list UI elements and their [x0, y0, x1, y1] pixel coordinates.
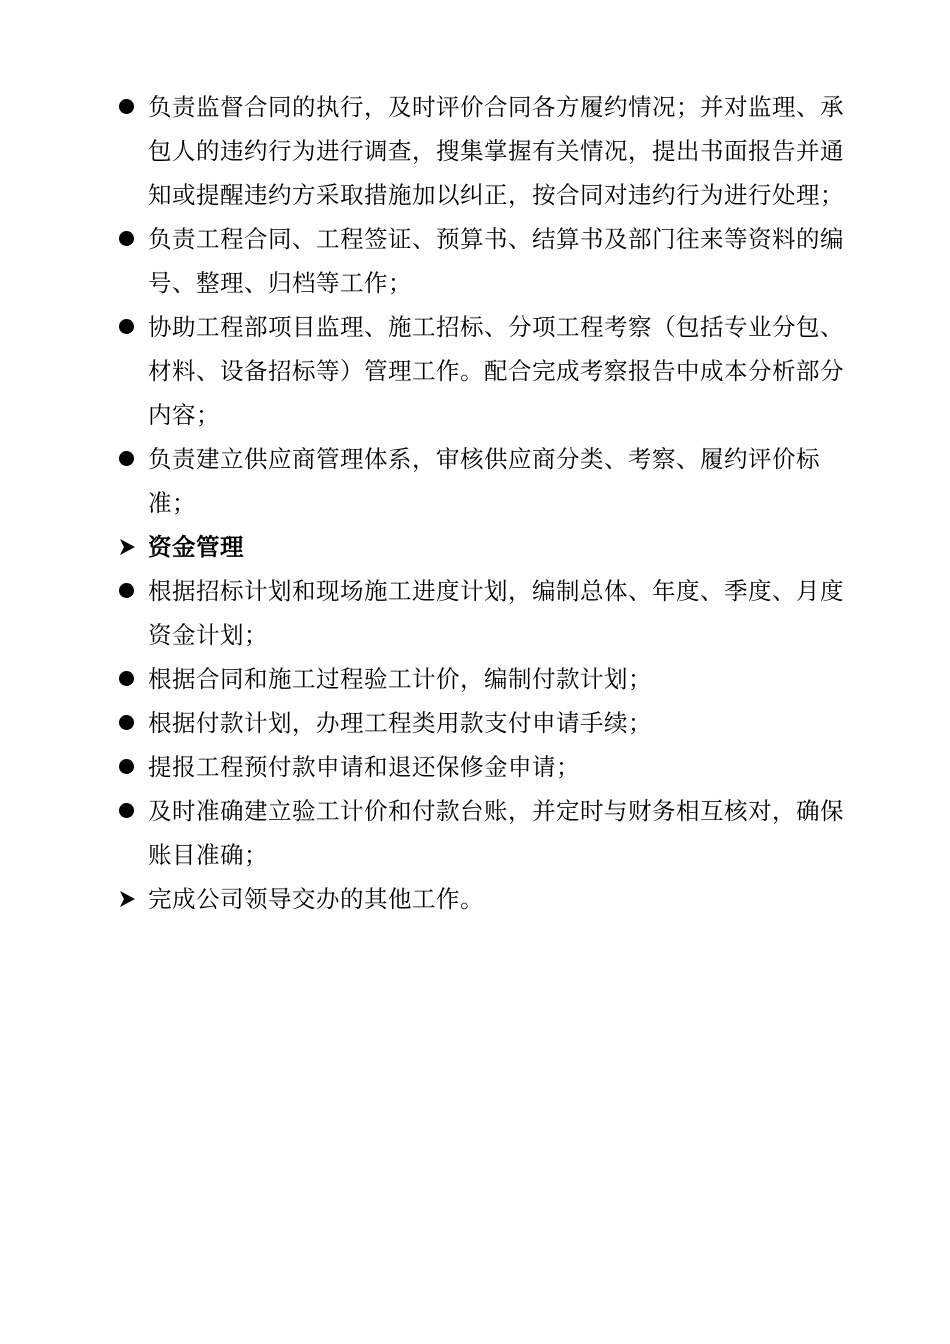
bullet-icon	[112, 745, 148, 789]
list-item	[112, 569, 852, 657]
bullet-icon	[112, 569, 148, 613]
bullet-icon	[112, 657, 148, 701]
list-item	[112, 877, 852, 921]
arrow-bullet-icon	[112, 877, 148, 921]
document-body	[112, 85, 852, 921]
section-heading-text: 资金管理	[148, 533, 244, 561]
list-item-text: 根据合同和施工过程验工计价，编制付款计划；	[148, 665, 652, 693]
list-item-text: 完成公司领导交办的其他工作。	[148, 885, 484, 913]
section-heading	[112, 525, 852, 569]
list-item-text: 根据付款计划，办理工程类用款支付申请手续；	[148, 709, 652, 737]
list-item-text: 负责建立供应商管理体系，审核供应商分类、考察、履约评价标准；	[148, 445, 820, 517]
list-item	[112, 85, 852, 217]
list-item-text: 负责监督合同的执行，及时评价合同各方履约情况；并对监理、承包人的违约行为进行调查，搜集掌握有关情况，提出书面报告并通知或提醒违约方采取措施加以纠正，按合同对违约行为进行处理；	[148, 93, 844, 209]
bullet-icon	[112, 85, 148, 129]
bullet-icon	[112, 437, 148, 481]
list-item	[112, 437, 852, 525]
list-item	[112, 217, 852, 305]
list-item-text: 根据招标计划和现场施工进度计划，编制总体、年度、季度、月度资金计划；	[148, 577, 844, 649]
list-item	[112, 305, 852, 437]
list-item	[112, 745, 852, 789]
bullet-icon	[112, 305, 148, 349]
list-item-text: 协助工程部项目监理、施工招标、分项工程考察（包括专业分包、材料、设备招标等）管理工作。配合完成考察报告中成本分析部分内容；	[148, 313, 844, 429]
bullet-icon	[112, 789, 148, 833]
list-item-text: 负责工程合同、工程签证、预算书、结算书及部门往来等资料的编号、整理、归档等工作；	[148, 225, 844, 297]
bullet-icon	[112, 217, 148, 261]
bullet-icon	[112, 701, 148, 745]
list-item	[112, 701, 852, 745]
list-item-text: 及时准确建立验工计价和付款台账，并定时与财务相互核对，确保账目准确；	[148, 797, 844, 869]
list-item	[112, 789, 852, 877]
list-item	[112, 657, 852, 701]
list-item-text: 提报工程预付款申请和退还保修金申请；	[148, 753, 580, 781]
arrow-bullet-icon	[112, 525, 148, 569]
